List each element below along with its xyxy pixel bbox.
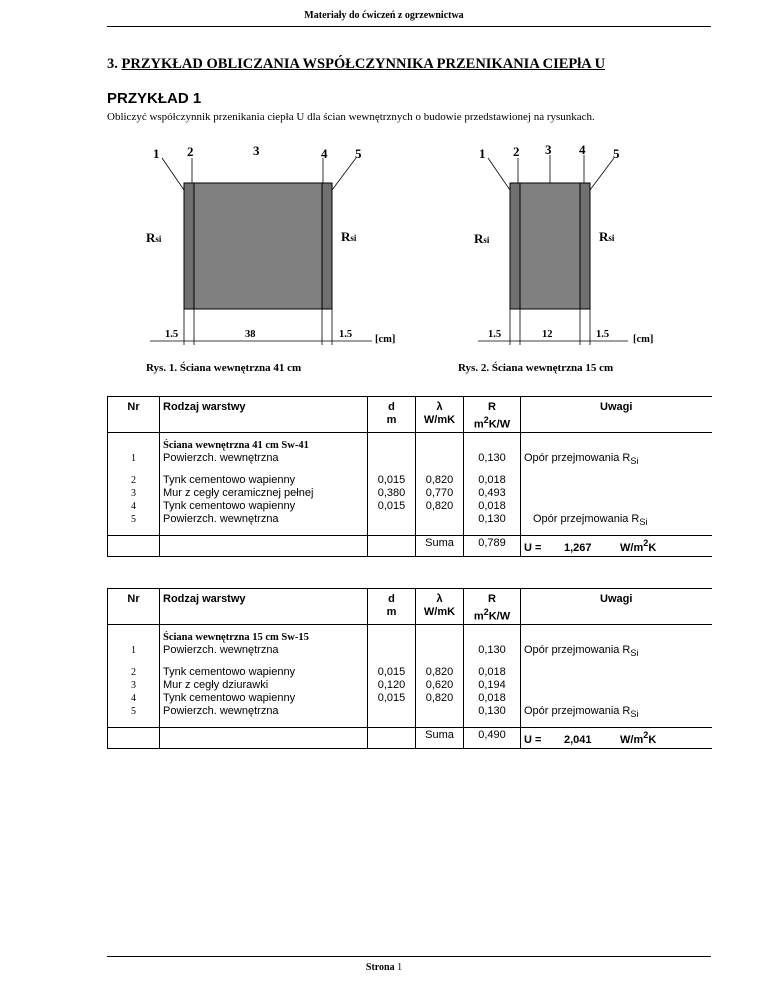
sum-label: Suma xyxy=(416,536,464,557)
table-title: Ściana wewnętrzna 15 cm Sw-15 xyxy=(160,631,368,644)
page-header: Materiały do ćwiczeń z ogrzewnictwa xyxy=(304,10,464,21)
fig1-layer-1: 1 xyxy=(153,146,160,161)
table-row: 1 Powierzch. wewnętrzna 0,130 Opór przejmowania $R_{Si}$ xyxy=(108,644,712,660)
table-wall-41 xyxy=(107,396,712,557)
table-row: 2 Tynk cementowo wapienny 0,015 0,820 0,018 xyxy=(108,666,712,679)
table-header-row: Nr Rodzaj warstwy d m λ W/mK R $m^2K/W$ Uwagi xyxy=(108,589,712,625)
fig2-rsi-right: Rsi xyxy=(599,229,615,244)
fig2-layer-3: 3 xyxy=(545,142,552,157)
fig2-rsi-left: Rsi xyxy=(474,231,490,246)
col-header-layer: Rodzaj warstwy xyxy=(160,397,368,433)
table-header-row xyxy=(108,397,712,433)
fig1-layer-3: 3 xyxy=(253,143,260,158)
col-header-notes: Uwagi xyxy=(521,397,712,433)
figure-1 xyxy=(146,143,395,374)
section-title-text: PRZYKŁAD OBLICZANIA WSPÓŁCZYNNIKA PRZENIKANIA CIEPłA U xyxy=(121,56,606,72)
fig1-rsi-right: Rsi xyxy=(341,229,357,244)
table-title-row xyxy=(108,439,712,452)
u-value: U = 2,041 $W/m^2K$ xyxy=(521,728,712,749)
fig2-layer-1: 1 xyxy=(479,146,486,161)
table-row: 5 Powierzch. wewnętrzna 0,130 Opór przejmowania $R_{Si}$ xyxy=(108,705,712,721)
col-header-r: R $m^2K/W$ xyxy=(464,397,521,433)
figure-2 xyxy=(458,142,653,374)
fig2-dim-2: 12 xyxy=(542,329,553,340)
fig2-unit: [cm] xyxy=(633,334,654,345)
section-number: 3. xyxy=(107,56,118,72)
fig2-dim-1: 1.5 xyxy=(488,329,502,340)
fig1-unit: [cm] xyxy=(375,334,396,345)
sum-label: Suma xyxy=(416,728,464,749)
table-title: Ściana wewnętrzna 41 cm Sw-41 xyxy=(160,439,368,452)
fig2-caption: Rys. 2. Ściana wewnętrzna 15 cm xyxy=(458,362,614,374)
table-title-row xyxy=(108,631,712,644)
fig2-layer-5: 5 xyxy=(613,146,620,161)
fig1-dim-2: 38 xyxy=(245,329,256,340)
example-title: PRZYKŁAD 1 xyxy=(107,90,202,107)
page-footer xyxy=(0,962,768,973)
fig1-caption: Rys. 1. Ściana wewnętrzna 41 cm xyxy=(146,362,302,374)
fig1-layer-4: 4 xyxy=(321,146,328,161)
fig2-layer-4: 4 xyxy=(579,142,586,157)
intro-text: Obliczyć współczynnik przenikania ciepła U dla ścian wewnętrznych o budowie przedstawionej na rysunkach. xyxy=(107,111,595,123)
table-row: 3 Mur z cegły ceramicznej pełnej 0,380 0,770 0,493 xyxy=(108,487,712,500)
fig1-dim-1: 1.5 xyxy=(165,329,179,340)
table-row: 4 Tynk cementowo wapienny 0,015 0,820 0,018 xyxy=(108,500,712,513)
table-wall-15 xyxy=(107,588,712,749)
fig2-layer-2: 2 xyxy=(513,144,520,159)
page-number: 1 xyxy=(397,962,403,973)
fig1-rsi-left: Rsi xyxy=(146,230,162,245)
footer-divider xyxy=(107,956,711,957)
sum-value: 0,789 xyxy=(464,536,521,557)
col-header-lambda: λ W/mK xyxy=(416,397,464,433)
fig1-plaster-left xyxy=(184,183,194,309)
table-sum-row xyxy=(108,536,712,557)
wall-figures xyxy=(0,0,768,380)
fig2-plaster-left xyxy=(510,183,520,309)
u-value: U = 1,267 $W/m^2K$ xyxy=(521,536,712,557)
table-row: 5 Powierzch. wewnętrzna 0,130 Opór przejmowania $R_{Si}$ xyxy=(108,513,712,529)
fig1-plaster-right xyxy=(322,183,332,309)
fig2-dim-3: 1.5 xyxy=(596,329,610,340)
table-row: 1 Powierzch. wewnętrzna 0,130 Opór przejmowania $R_{Si}$ xyxy=(108,452,712,468)
col-header-d: d m xyxy=(368,397,416,433)
fig1-wall-core xyxy=(194,183,322,309)
fig1-dim-3: 1.5 xyxy=(339,329,353,340)
fig2-plaster-right xyxy=(580,183,590,309)
sum-value: 0,490 xyxy=(464,728,521,749)
fig1-layer-5: 5 xyxy=(355,146,362,161)
col-header-nr: Nr xyxy=(108,397,160,433)
table-sum-row xyxy=(108,728,712,749)
fig1-layer-2: 2 xyxy=(187,144,194,159)
table-row: 4 Tynk cementowo wapienny 0,015 0,820 0,018 xyxy=(108,692,712,705)
table-row: 2 Tynk cementowo wapienny 0,015 0,820 0,018 xyxy=(108,474,712,487)
fig2-wall-core xyxy=(520,183,580,309)
table-row: 3 Mur z cegły dziurawki 0,120 0,620 0,194 xyxy=(108,679,712,692)
page-label: Strona xyxy=(365,962,395,973)
